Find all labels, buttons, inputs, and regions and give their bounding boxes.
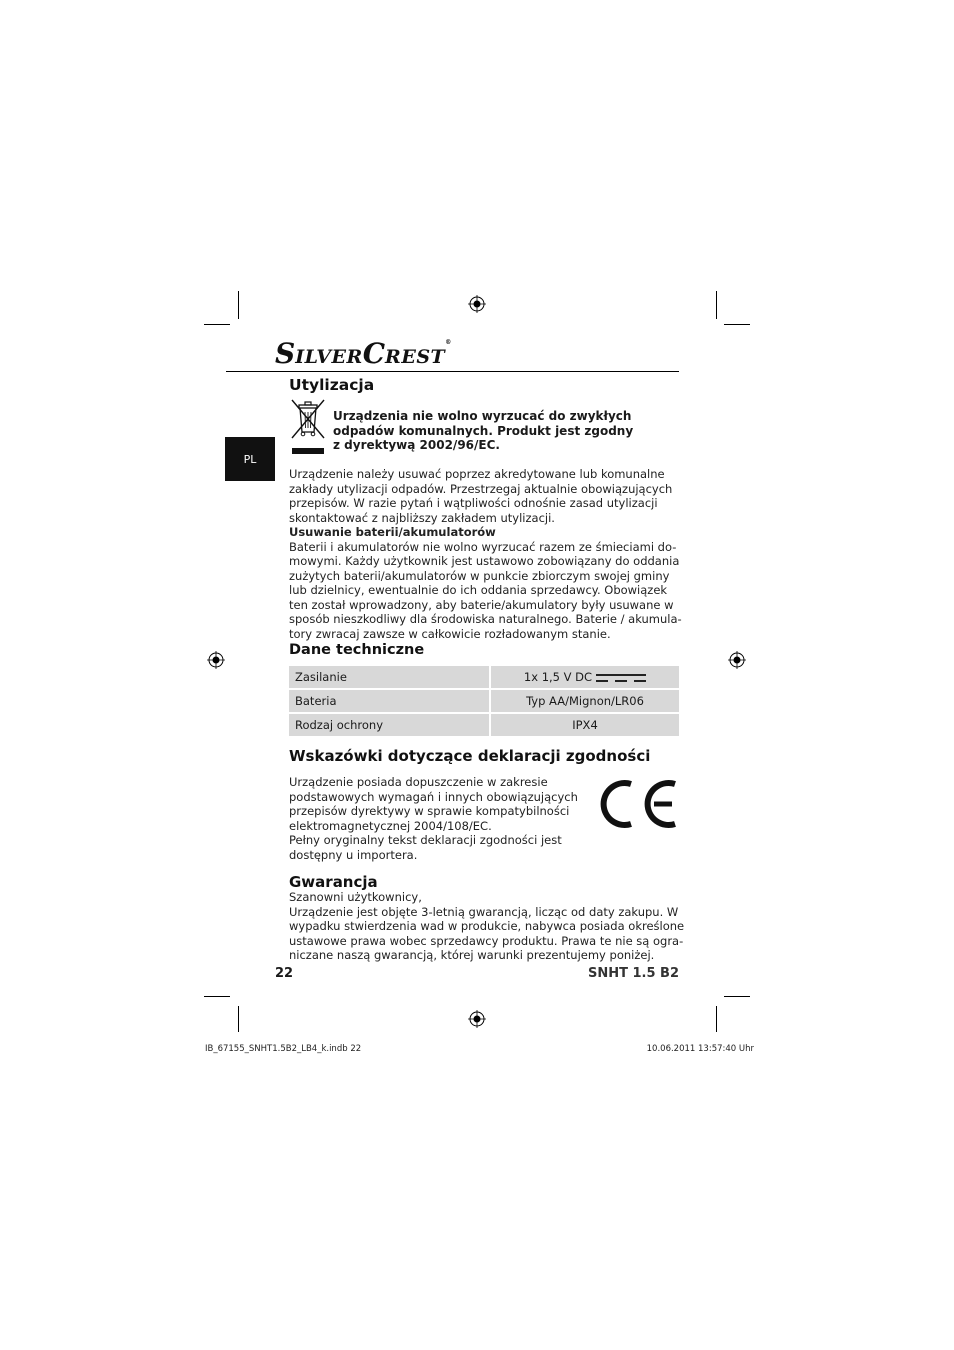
registration-mark-icon: [728, 651, 746, 669]
imprint-file: IB_67155_SNHT1.5B2_LB4_k.indb 22: [205, 1044, 362, 1054]
section-title-wskazowki: Wskazówki dotyczące deklaracji zgodności: [289, 747, 651, 765]
disposal-paragraph: Urządzenie należy usuwać poprzez akredytowane lub komunalne zakłady utylizacji odpadów. Przestrzegaj aktualnie obowiązujących przepisów. W razie pytań i wątpliwości odnośnie zasad utylizacji skontaktować z najbliższy zakładem utylizacji. Usuwanie baterii/akumulatorów Baterii i akumulatorów nie wolno wyrzucać razem ze śmieciami do- mowymi. Każdy użytkownik jest ustawowo zobowiązany do oddania zużytych baterii/akumulatorów w punkcie zbiorczym swojej gminy lub dzielnicy, ewentualnie do ich oddania sprzedawcy. Obowiązek ten został wprowadzony, aby baterie/akumulatory były usuwane w sposób nieszkodliwy dla środowiska naturalnego. Baterie / akumula- tory zwracaj zawsze w całkowicie rozładowanym stanie.: [289, 467, 682, 641]
ce-mark-icon: [598, 778, 678, 830]
battery-heading: Usuwanie baterii/akumulatorów: [289, 525, 496, 539]
brand-logo: SILVERCREST®: [275, 337, 452, 370]
crop-mark: [238, 291, 239, 319]
table-row: [289, 690, 679, 712]
spec-label: Zasilanie: [289, 666, 489, 688]
disposal-warning: Urządzenia nie wolno wyrzucać do zwykłych odpadów komunalnych. Produkt jest zgodny z dyrektywą 2002/96/EC.: [333, 409, 634, 452]
crop-mark: [204, 996, 230, 997]
crop-mark: [724, 996, 750, 997]
crop-mark: [716, 291, 717, 319]
warranty-paragraph: Szanowni użytkownicy, Urządzenie jest objęte 3-letnią gwarancją, licząc od daty zakupu. W wypadku stwierdzenia wad w produkcie, nabywca posiada określone ustawowe prawa wobec sprzedawcy produktu. Prawa te nie są ogra- niczane naszą gwarancją, której warunki prezentujemy poniżej.: [289, 890, 685, 962]
spec-label: Rodzaj ochrony: [289, 714, 489, 736]
registration-mark-icon: [468, 1010, 486, 1028]
spec-value: 1x 1,5 V DC: [489, 666, 679, 688]
crop-mark: [724, 324, 750, 325]
page-number: 22: [275, 966, 294, 981]
crossed-bin-icon: [290, 398, 326, 458]
spec-value: Typ AA/Mignon/LR06: [489, 690, 679, 712]
table-row: [289, 666, 679, 688]
dc-symbol-icon: [596, 673, 646, 683]
registration-mark-icon: [207, 651, 225, 669]
crop-mark: [716, 1006, 717, 1032]
crop-mark: [238, 1006, 239, 1032]
model-number: SNHT 1.5 B2: [587, 966, 679, 981]
conformity-paragraph: Urządzenie posiada dopuszczenie w zakresie podstawowych wymagań i innych obowiązujących przepisów dyrektywy w sprawie kompatybilności elektromagnetycznej 2004/108/EC. Pełny oryginalny tekst deklaracji zgodności jest dostępny u importera.: [289, 775, 578, 862]
imprint-timestamp: 10.06.2011 13:57:40 Uhr: [646, 1044, 754, 1054]
section-title-dane-techniczne: Dane techniczne: [289, 642, 425, 658]
section-title-gwarancja: Gwarancja: [289, 873, 378, 891]
spec-value: IPX4: [489, 714, 679, 736]
registration-mark-icon: [468, 295, 486, 313]
header-rule: [226, 371, 679, 372]
table-row: [289, 714, 679, 736]
language-tab: PL: [225, 437, 275, 481]
spec-table: [289, 664, 679, 738]
spec-label: Bateria: [289, 690, 489, 712]
section-title-utylizacja: Utylizacja: [289, 376, 375, 394]
crop-mark: [204, 324, 230, 325]
